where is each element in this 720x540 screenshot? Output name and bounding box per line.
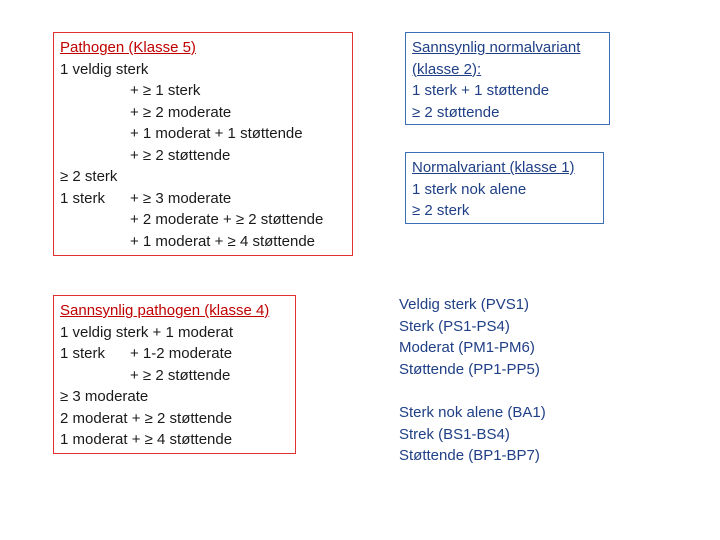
criteria-line: + ≥ 1 sterk	[130, 82, 201, 99]
criteria-line: 1 moderat + ≥ 4 støttende	[60, 431, 233, 448]
benign-evidence-legend	[399, 402, 546, 467]
criteria-line: ≥ 2 sterk	[60, 168, 118, 185]
legend-item: Sterk (PS1-PS4)	[399, 317, 510, 335]
criteria-key: 1 sterk	[60, 189, 106, 207]
criteria-line: + ≥ 2 moderate	[130, 103, 232, 121]
criteria-value: + ≥ 3 moderate	[130, 189, 232, 207]
likely-pathogen-class4-title: Sannsynlig pathogen (klasse 4)	[60, 302, 270, 319]
benign-class1-title: Normalvariant (klasse 1)	[412, 159, 575, 176]
criteria-line: 2 moderat + ≥ 2 støttende	[60, 409, 233, 427]
pathogen-class5-box	[53, 32, 353, 256]
legend-item: Veldig sterk (PVS1)	[399, 296, 530, 313]
criteria-line: 1 sterk nok alene	[412, 180, 527, 198]
benign-class1-box	[405, 152, 604, 224]
criteria-line: 1 veldig sterk	[60, 60, 149, 78]
criteria-line: + ≥ 2 støttende	[130, 146, 231, 164]
legend-item: Moderat (PM1-PM6)	[399, 339, 535, 356]
legend-item: Strek (BS1-BS4)	[399, 425, 510, 443]
likely-benign-class2-title-cont: (klasse 2):	[412, 60, 482, 78]
pathogenic-evidence-legend	[399, 294, 540, 380]
criteria-line: + 1 moderat + 1 støttende	[130, 125, 303, 142]
likely-benign-class2-box	[405, 32, 610, 125]
likely-pathogen-class4-box	[53, 295, 296, 454]
criteria-line: ≥ 2 støttende	[412, 103, 500, 121]
criteria-row	[60, 188, 352, 210]
criteria-value: + 1-2 moderate	[130, 345, 233, 362]
criteria-line: ≥ 2 sterk	[412, 202, 470, 219]
likely-benign-class2-title: Sannsynlig normalvariant	[412, 39, 581, 56]
legend-item: Støttende (PP1-PP5)	[399, 360, 540, 378]
criteria-key: 1 sterk	[60, 345, 106, 362]
legend-item: Støttende (BP1-BP7)	[399, 447, 540, 464]
criteria-line: + ≥ 2 støttende	[130, 366, 231, 384]
legend-item: Sterk nok alene (BA1)	[399, 404, 546, 421]
pathogen-class5-title: Pathogen (Klasse 5)	[60, 39, 196, 56]
criteria-line: 1 veldig sterk + 1 moderat	[60, 323, 234, 341]
criteria-line: + 2 moderate + ≥ 2 støttende	[130, 211, 324, 228]
criteria-row	[60, 343, 295, 365]
criteria-line: 1 sterk + 1 støttende	[412, 82, 550, 99]
criteria-line: ≥ 3 moderate	[60, 388, 149, 405]
criteria-line: + 1 moderat + ≥ 4 støttende	[130, 232, 316, 250]
